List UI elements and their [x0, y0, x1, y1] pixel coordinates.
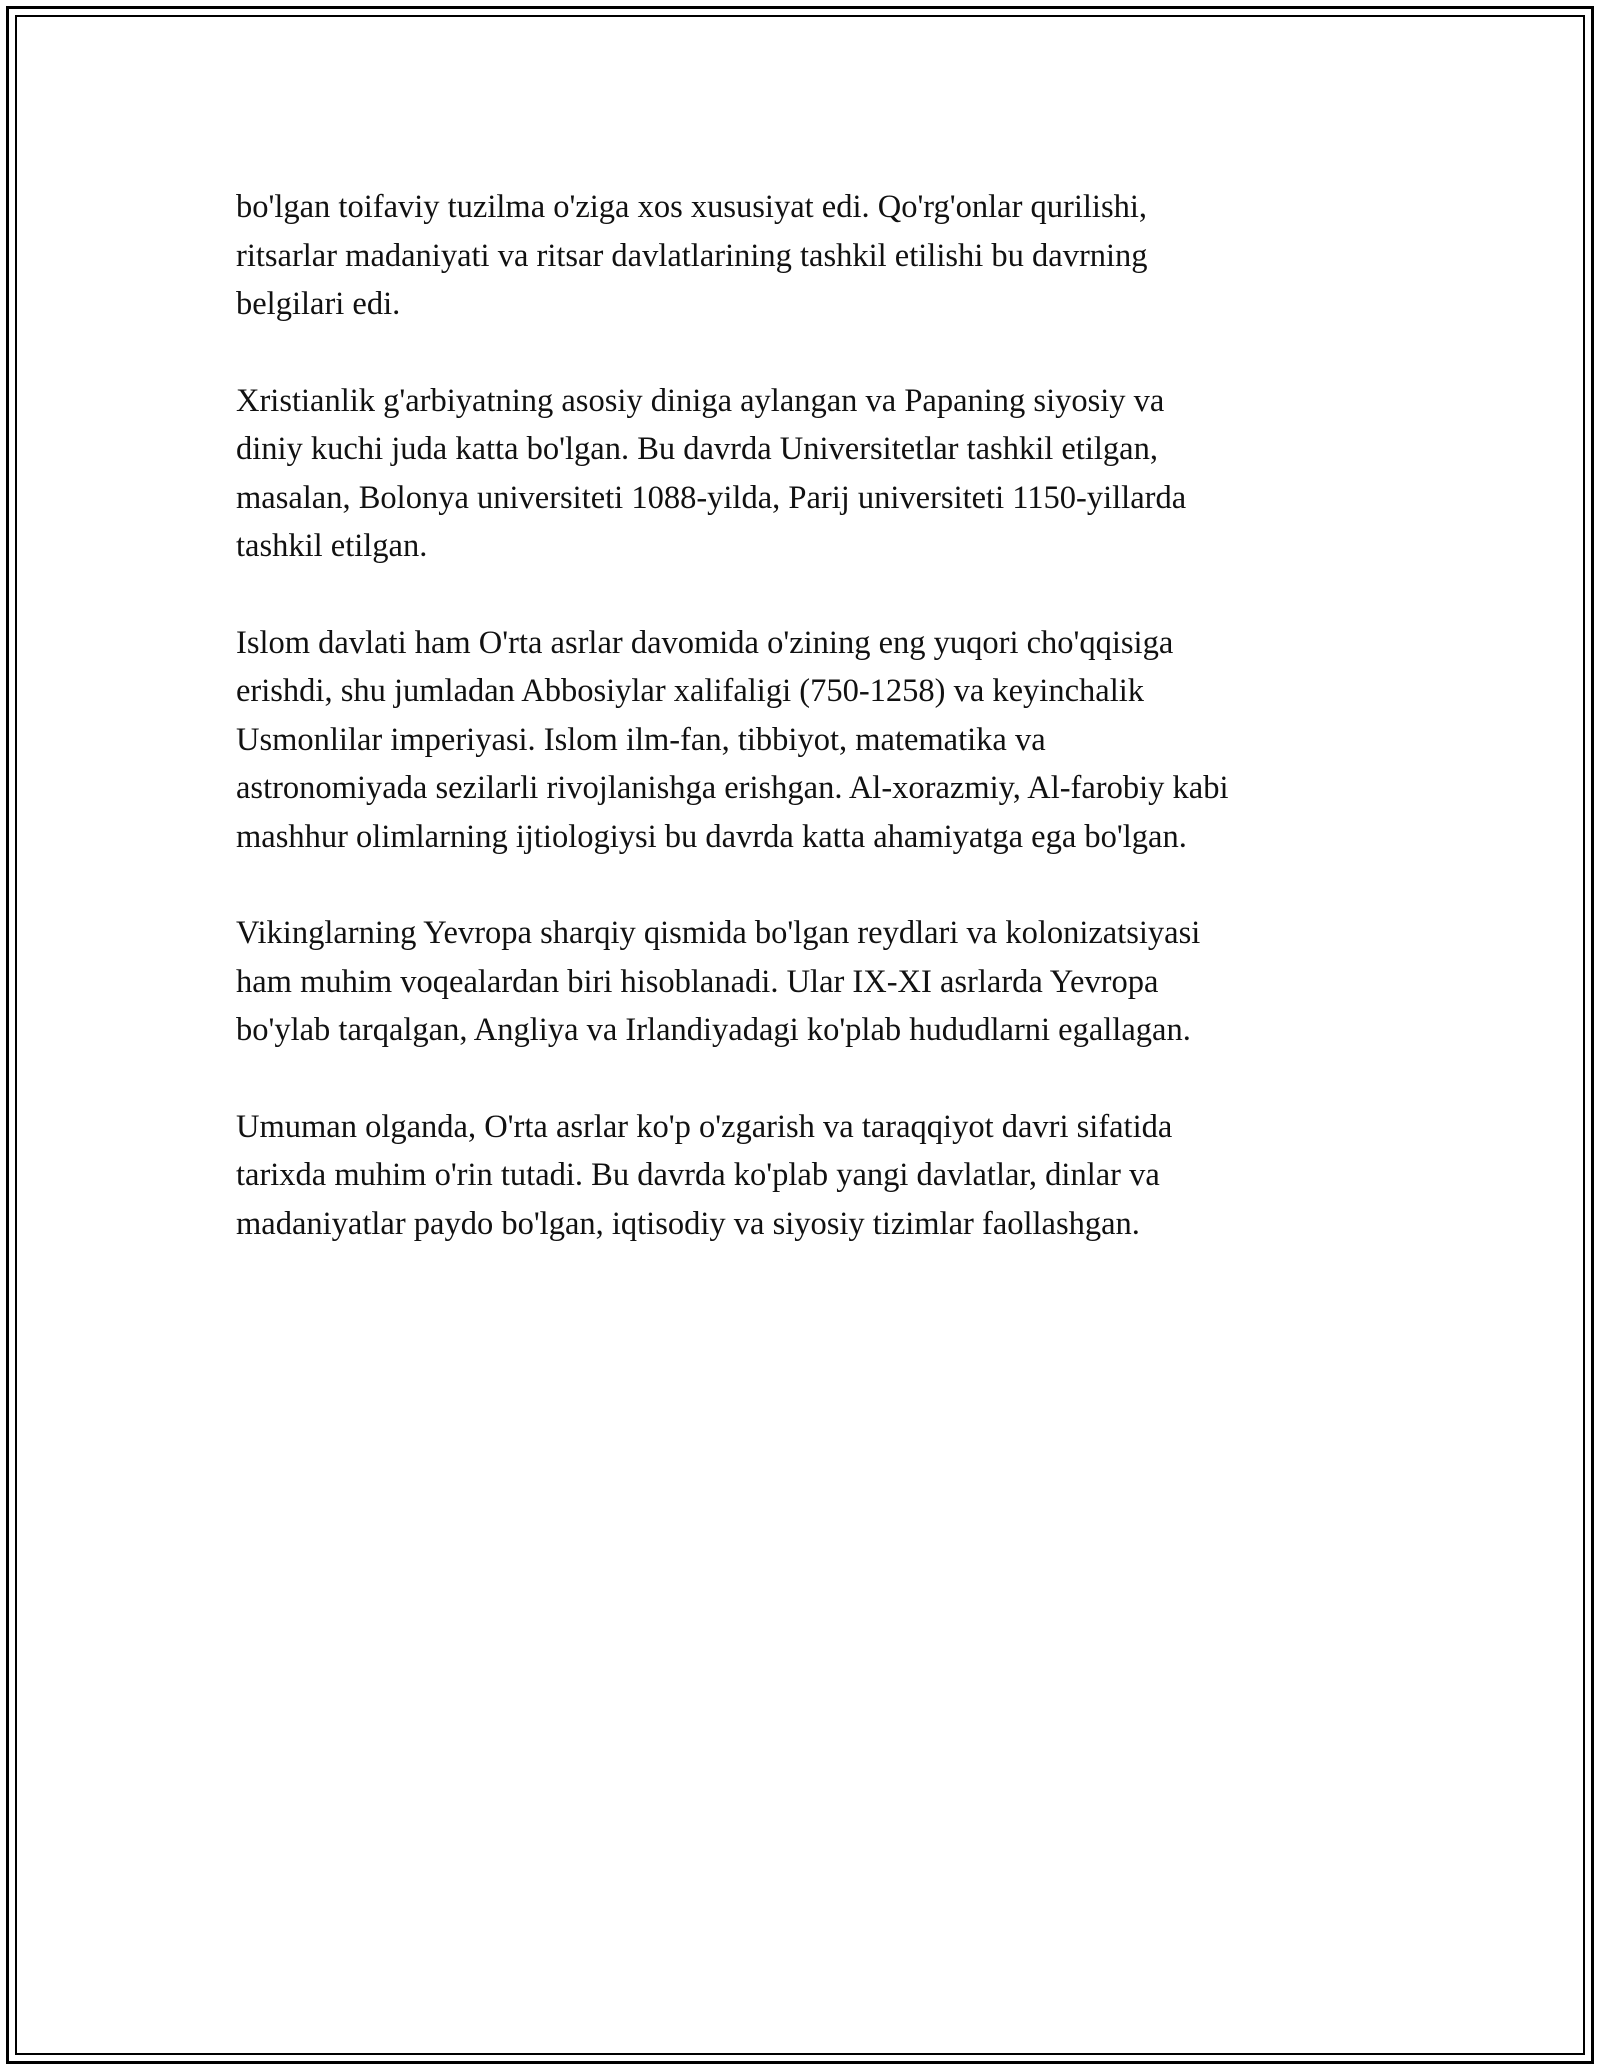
paragraph-vikings: Vikinglarning Yevropa sharqiy qismida bo'lgan reydlari va kolonizatsiyasi ham muhim voqealardan biri hisoblanadi. Ular IX-XI asrlarda Yevropa bo'ylab tarqalgan, Angliya va Irlandiyadagi ko'plab hududlarni egallagan. [236, 915, 1201, 1048]
paragraph-conclusion: Umuman olganda, O'rta asrlar ko'p o'zgarish va taraqqiyot davri sifatida tarixda muhim o'rin tutadi. Bu davrda ko'plab yangi davlatlar, dinlar va madaniyatlar paydo bo'lgan, iqtisodiy va siyosiy tizimlar faollashgan. [236, 1108, 1173, 1242]
paragraph-feudal-structure: bo'lgan toifaviy tuzilma o'ziga xos xususiyat edi. Qo'rg'onlar qurilishi, ritsarlar madaniyati va ritsar davlatlarining tashkil etilishi bu davrning belgilari edi. [236, 189, 1148, 322]
document-body [236, 183, 1376, 1296]
paragraph-islamic-state: Islom davlati ham O'rta asrlar davomida o'zining eng yuqori cho'qqisiga erishdi, shu jumladan Abbosiylar xalifaligi (750-1258) va keyinchalik Usmonlilar imperiyasi. Islom ilm-fan, tibbiyot, matematika va astronomiyada sezilarli rivojlanishga erishgan. Al-xorazmiy, Al-farobiy kabi mashhur olimlarning ijtiologiysi bu davrda katta ahamiyatga ega bo'lgan. [236, 624, 1229, 855]
paragraph-christianity-universities: Xristianlik g'arbiyatning asosiy diniga aylangan va Papaning siyosiy va diniy kuchi juda katta bo'lgan. Bu davrda Universitetlar tashkil etilgan, masalan, Bolonya universiteti 1088-yilda, Parij universiteti 1150-yillarda tashkil etilgan. [236, 382, 1187, 564]
